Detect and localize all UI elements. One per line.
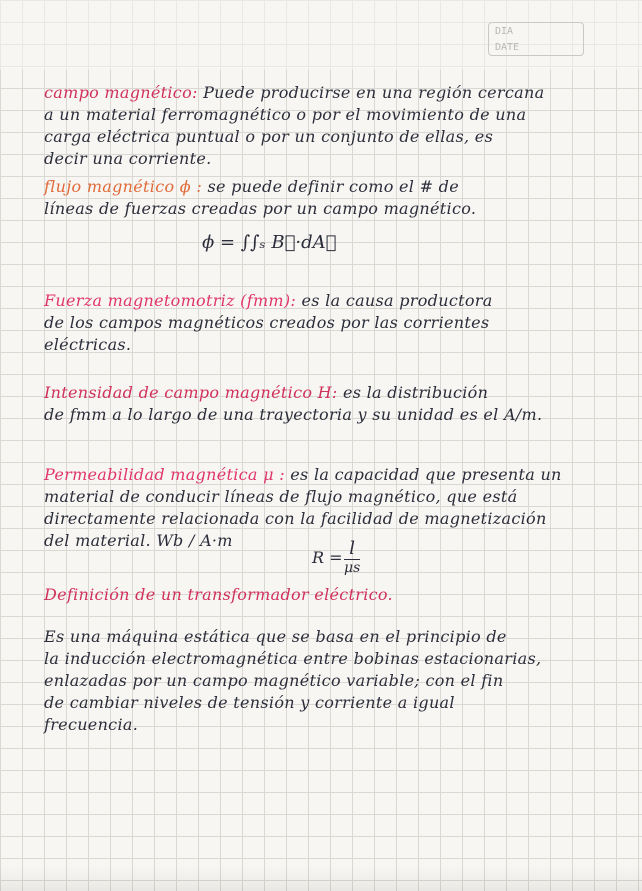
note-first-line <box>44 82 604 104</box>
note-line: material de conducir líneas de flujo magnético, que está <box>44 487 518 506</box>
date-box <box>488 22 584 56</box>
note-first-line <box>44 584 604 606</box>
date-label-date: DATE <box>495 42 520 53</box>
note-line: Es una máquina estática que se basa en el principio de <box>44 627 507 646</box>
note-line: la inducción electromagnética entre bobinas estacionarias, <box>44 649 542 668</box>
note-term: Fuerza magnetomotriz (fmm): <box>44 291 297 310</box>
flux-formula: ϕ = ∫∫ₛ B⃗·dA⃗ <box>202 232 337 253</box>
note-text: es la distribución <box>337 383 489 402</box>
note-first-line <box>44 464 604 486</box>
note-text: se puede definir como el # de <box>202 177 459 196</box>
reluctance-fraction <box>344 538 360 576</box>
note-line: de los campos magnéticos creados por las corrientes <box>44 313 490 332</box>
note-line: de cambiar niveles de tensión y corriente a igual <box>44 693 455 712</box>
note-term: Intensidad de campo magnético H: <box>44 383 338 402</box>
fraction-denominator: μs <box>344 560 361 576</box>
note-line: frecuencia. <box>44 715 139 734</box>
note-transformador <box>44 584 604 736</box>
note-line: enlazadas por un campo magnético variable; con el fin <box>44 671 504 690</box>
note-flujo-magnetico <box>44 176 604 220</box>
note-first-line <box>44 290 604 312</box>
note-text: Puede producirse en una región cercana <box>197 83 545 102</box>
note-line: del material. Wb / A·m <box>44 531 233 550</box>
note-line: líneas de fuerzas creadas por un campo magnético. <box>44 199 477 218</box>
note-text: es la causa productora <box>296 291 493 310</box>
fraction-numerator: l <box>344 538 360 560</box>
note-campo-magnetico <box>44 82 604 170</box>
reluctance-lhs: R = <box>312 548 343 567</box>
note-term: Definición de un transformador eléctrico. <box>44 585 393 604</box>
note-intensidad-campo <box>44 382 604 426</box>
note-line: carga eléctrica puntual o por un conjunto de ellas, es <box>44 127 494 146</box>
note-line: eléctricas. <box>44 335 132 354</box>
note-text: es la capacidad que presenta un <box>284 465 562 484</box>
note-term: Permeabilidad magnética μ : <box>44 465 285 484</box>
page-edge-shadow <box>0 867 642 891</box>
note-term: flujo magnético ϕ : <box>44 177 203 196</box>
note-permeabilidad <box>44 464 604 552</box>
note-line: directamente relacionada con la facilidad de magnetización <box>44 509 547 528</box>
note-line: a un material ferromagnético o por el movimiento de una <box>44 105 527 124</box>
note-line: de fmm a lo largo de una trayectoria y su unidad es el A/m. <box>44 405 543 424</box>
note-first-line <box>44 382 604 404</box>
date-label-dia: DIA <box>495 26 514 37</box>
note-term: campo magnético: <box>44 83 198 102</box>
note-first-line <box>44 176 604 198</box>
note-fuerza-magnetomotriz <box>44 290 604 356</box>
note-line: decir una corriente. <box>44 149 212 168</box>
